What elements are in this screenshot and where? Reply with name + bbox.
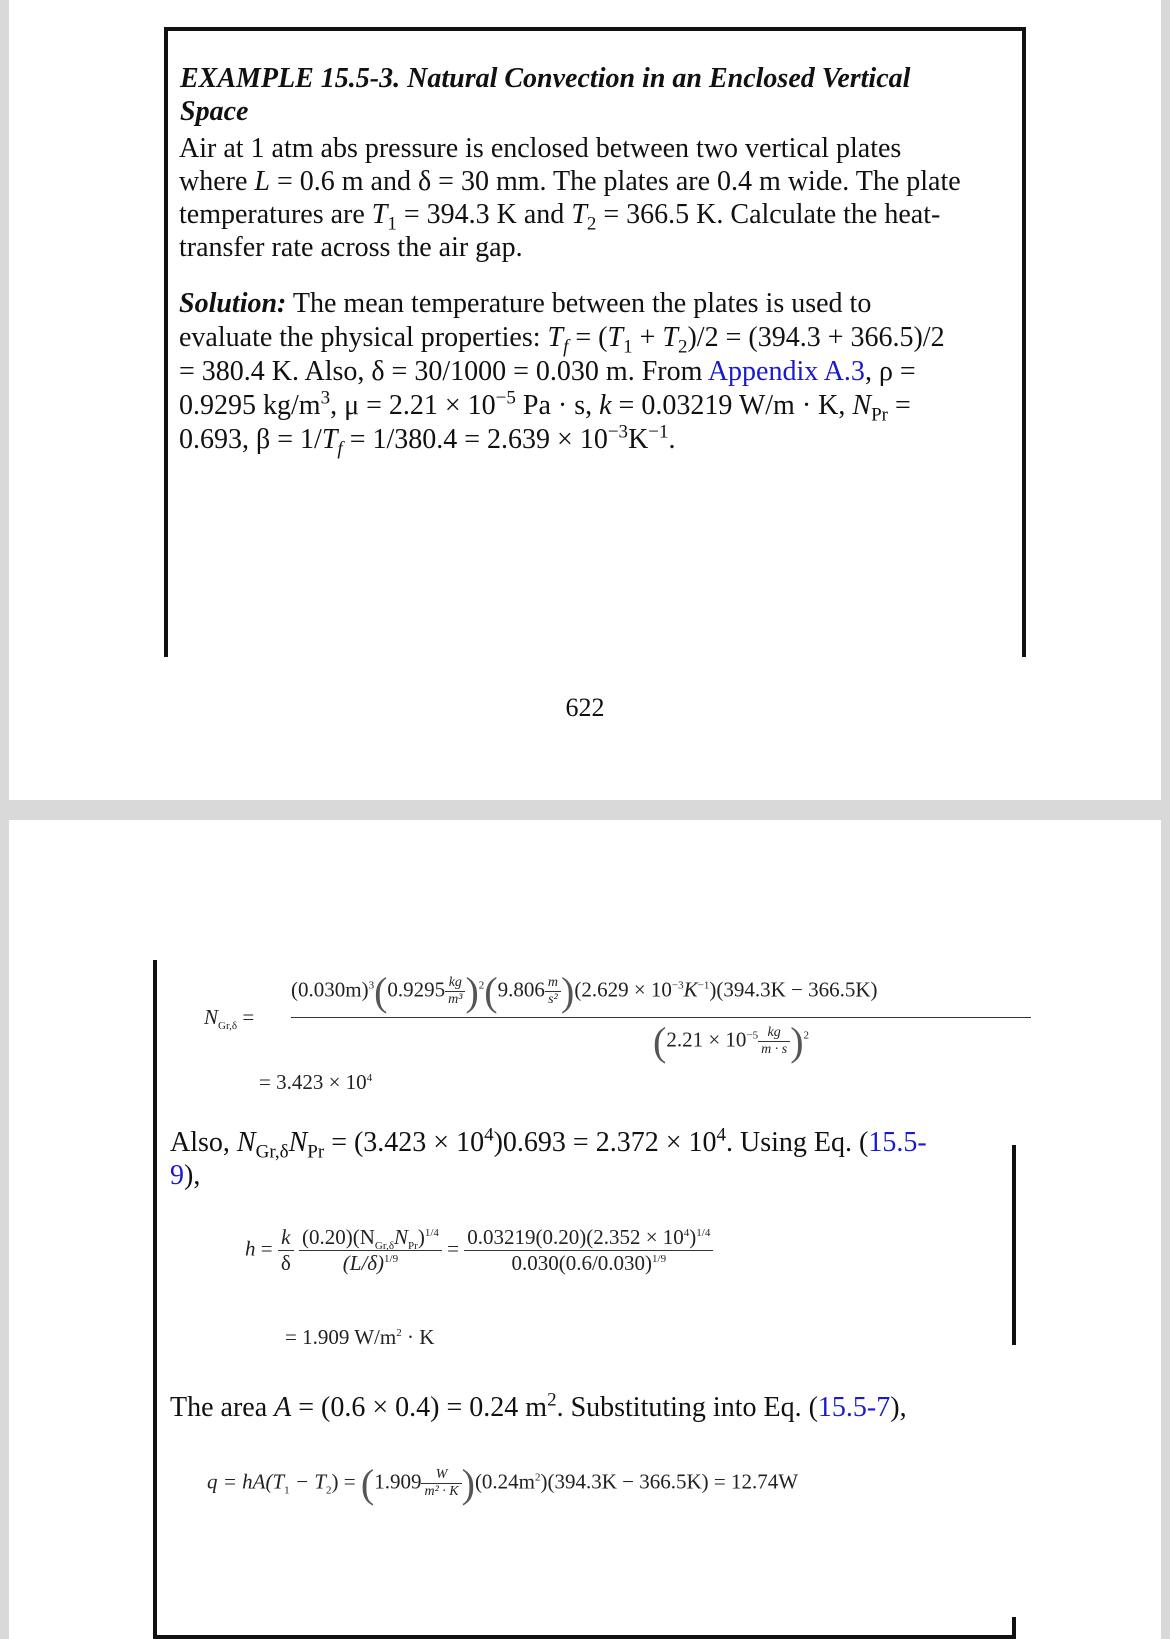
- problem-statement: Air at 1 atm abs pressure is enclosed between two vertical plates where L = 0.6 m and δ = 30 mm. The plates are 0.4 m wide. The plate temperatures are $T_1 = 394.3$ K and $T_2 = 366.5$ K. Calculate the heat- transfer rate across the air gap.: [179, 133, 961, 263]
- page-two: [9, 820, 1161, 1639]
- grashof-lhs: $N_{Gr,\delta}$ =: [204, 1005, 255, 1033]
- page-one: [9, 0, 1161, 800]
- h-equation: h = $\frac{k}{\delta}$ $\frac{(0.20)(N_{Gr,\delta}N_{Pr})^{1/4}}{(L/\delta)^{1/9}}$ = $\frac{0.03219(0.20)(2.352 \times 10^4)^{1/4}}{0.030(0.6/0.030)^{1/9}}$: [245, 1225, 713, 1276]
- frame-right-line-upper: [1012, 1145, 1016, 1345]
- example-title: EXAMPLE 15.5-3. Natural Convection in an Enclosed Vertical Space: [180, 63, 911, 127]
- frame-bottom-line: [153, 1635, 1016, 1639]
- grashof-result: = $3.423 \times 10^4$: [259, 1070, 373, 1094]
- rayleigh-text: Also, $N_{Gr,\delta}N_{Pr} = (3.423 \times 10^4)0.693 = 2.372 \times 10^4$. Using Eq. (15.5- 9),: [170, 1124, 927, 1191]
- eq-15-5-9-link[interactable]: 15.5-: [868, 1127, 927, 1158]
- page-number: 622: [565, 693, 605, 722]
- grashof-numerator: $(0.030m)^3(0.9295$ $\frac{kg}{\text{m³}}$ )$^2$(9.806 $\frac{m}{\text{s²}}$ )$(2.629 \times 10^{-3}K^{-1})(394.3K - 366.5K)$: [291, 969, 878, 1014]
- eq-15-5-9-link-cont[interactable]: 9: [170, 1160, 184, 1191]
- grashof-denominator: ($2.21 \times 10^{-5}$ $\frac{kg}{m \cdot s}$ )$^2$: [652, 1019, 810, 1064]
- solution-text: Solution: The mean temperature between the plates is used to evaluate the physical properties: $T_f = (T_1 + T_2)/2 = (394.3 + 366.5)/2$ = 380.4 K. Also, δ = 30/1000 = 0.030 m. From Appendix A.3, ρ = 0.9295 $kg/m^3$, $\mu = 2.21 \times 10^{-5}$ Pa · s, k = 0.03219 W/m · K, $N_{Pr}$ = 0.693, $\beta = 1/T_f = 1/380.4 = 2.639 \times 10^{-3}K^{-1}$.: [179, 288, 945, 460]
- q-equation: $q = hA(T_1 - T_2) = (1.909$ $\frac{W}{\text{m² · K}}$ )$(0.24m^2)(394.3K - 366.5K) = 12.74W$: [207, 1461, 799, 1506]
- area-text: The area A = (0.6 × 0.4) = 0.24 $m^2$. Substituting into Eq. (15.5-7),: [170, 1389, 907, 1423]
- frame-left-line: [153, 960, 157, 1639]
- h-result: = 1.909 $W/m^2 \cdot K$: [285, 1325, 435, 1349]
- grashof-fraction: [291, 968, 1031, 1065]
- appendix-a3-link[interactable]: Appendix A.3: [707, 356, 865, 387]
- eq-15-5-7-link[interactable]: 15.5-7: [817, 1392, 891, 1423]
